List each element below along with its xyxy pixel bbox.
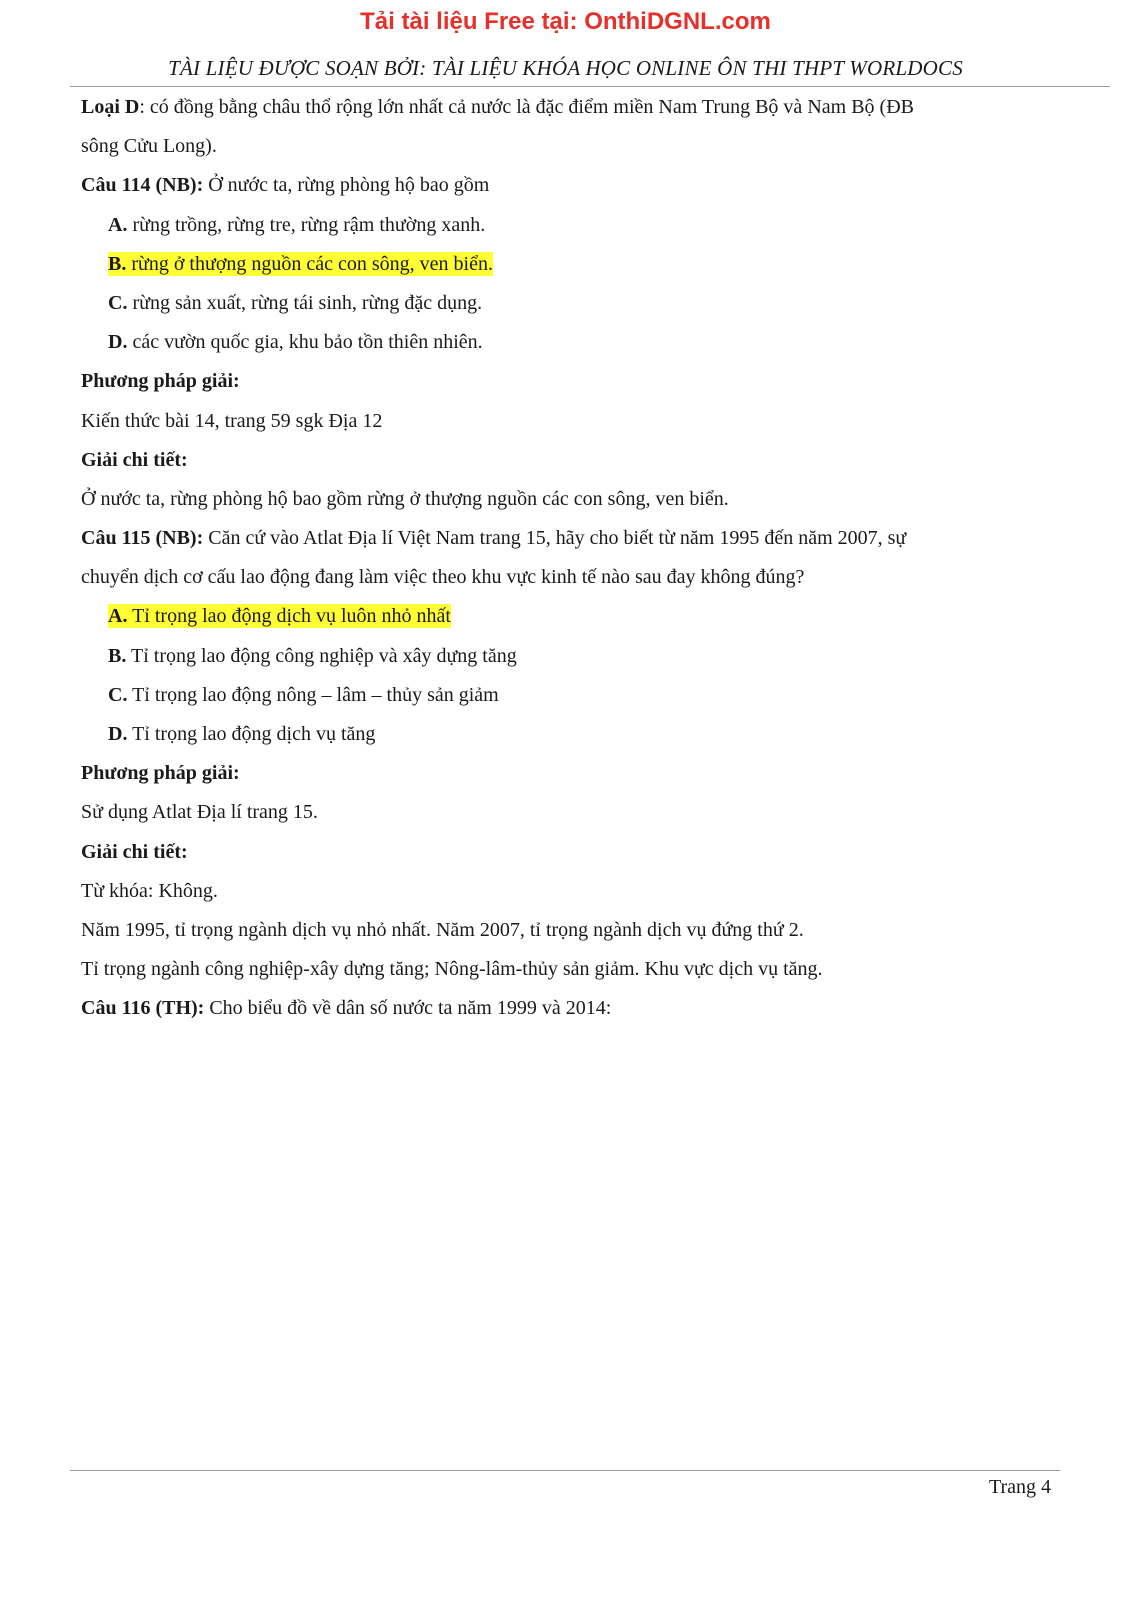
q114-method-heading xyxy=(81,362,1066,401)
option-letter: A. xyxy=(108,213,128,236)
question-116-label: Câu 116 (TH): xyxy=(81,997,205,1020)
option-text: rừng sản xuất, rừng tái sinh, rừng đặc dụng. xyxy=(127,291,483,314)
option-text: các vườn quốc gia, khu bảo tồn thiên nhiên. xyxy=(127,331,483,354)
q115-method-heading xyxy=(81,754,1066,793)
q114-option-b xyxy=(81,245,1066,284)
question-114-text: Ở nước ta, rừng phòng hộ bao gồm xyxy=(203,174,490,197)
q115-detail-line-1: Từ khóa: Không. xyxy=(81,879,218,902)
question-114 xyxy=(81,166,1066,205)
q115-method-text: Sử dụng Atlat Địa lí trang 15. xyxy=(81,801,318,824)
question-114-label: Câu 114 (NB): xyxy=(81,174,204,197)
question-115-text: Căn cứ vào Atlat Địa lí Việt Nam trang 15, hãy cho biết từ năm 1995 đến năm 2007, sự xyxy=(203,527,907,550)
option-text: Tỉ trọng lao động nông – lâm – thủy sản giảm xyxy=(127,683,499,706)
option-text: Tỉ trọng lao động dịch vụ luôn nhỏ nhất xyxy=(127,605,451,628)
intro-line-2 xyxy=(81,127,1066,166)
header-divider xyxy=(70,86,1110,87)
question-116-text: Cho biểu đồ về dân số nước ta năm 1999 và 2014: xyxy=(204,997,612,1020)
q115-detail-line-3: Tỉ trọng ngành công nghiệp-xây dựng tăng; Nông-lâm-thủy sản giảm. Khu vực dịch vụ tăng. xyxy=(81,958,823,981)
question-115-line-2: chuyển dịch cơ cấu lao động đang làm việc theo khu vực kinh tế nào sau đay không đúng? xyxy=(81,566,805,589)
intro-text-continued: sông Cửu Long). xyxy=(81,135,217,158)
highlighted-answer xyxy=(108,252,493,276)
intro-line-1 xyxy=(81,88,1066,127)
question-116 xyxy=(81,989,1066,1028)
q114-detail-heading xyxy=(81,441,1066,480)
option-text: Tỉ trọng lao động dịch vụ tăng xyxy=(127,723,376,745)
footer-divider xyxy=(70,1470,1060,1471)
option-text: Tỉ trọng lao động công nghiệp và xây dựng tăng xyxy=(126,644,517,667)
q115-detail-line-2: Năm 1995, tỉ trọng ngành dịch vụ nhỏ nhất. Năm 2007, tỉ trọng ngành dịch vụ đứng thứ 2. xyxy=(81,918,804,941)
method-label: Phương pháp giải: xyxy=(81,370,240,393)
download-banner[interactable]: Tải tài liệu Free tại: OnthiDGNL.com xyxy=(360,8,771,35)
q114-option-d xyxy=(81,323,1066,362)
option-letter: A. xyxy=(108,605,128,628)
method-label: Phương pháp giải: xyxy=(81,762,240,785)
question-115-label: Câu 115 (NB): xyxy=(81,527,204,550)
option-letter: C. xyxy=(108,683,128,706)
q115-option-d xyxy=(81,715,1066,754)
q114-method-text: Kiến thức bài 14, trang 59 sgk Địa 12 xyxy=(81,409,383,432)
option-letter: B. xyxy=(108,644,127,667)
document-header: TÀI LIỆU ĐƯỢC SOẠN BỞI: TÀI LIỆU KHÓA HỌC ONLINE ÔN THI THPT WORLDOCS xyxy=(168,56,963,80)
option-text: rừng trồng, rừng tre, rừng rậm thường xanh. xyxy=(127,213,486,236)
question-115-line-1 xyxy=(81,519,1066,558)
page-number: Trang 4 xyxy=(988,1476,1051,1498)
option-letter: B. xyxy=(108,252,127,275)
option-letter: C. xyxy=(108,291,128,314)
q115-detail-heading xyxy=(81,833,1066,872)
highlighted-answer xyxy=(108,604,451,628)
q115-option-c xyxy=(81,676,1066,715)
q115-option-a xyxy=(81,597,1066,636)
option-text: rừng ở thượng nguồn các con sông, ven biển. xyxy=(126,252,493,275)
detail-label: Giải chi tiết: xyxy=(81,448,188,471)
option-letter: D. xyxy=(108,723,128,745)
page-content xyxy=(81,88,1066,1029)
q115-option-b xyxy=(81,637,1066,676)
q114-option-a xyxy=(81,206,1066,245)
intro-text: : có đồng bằng châu thổ rộng lớn nhất cả nước là đặc điểm miền Nam Trung Bộ và Nam Bộ (ĐB xyxy=(139,96,914,118)
option-letter: D. xyxy=(108,331,128,354)
q114-option-c xyxy=(81,284,1066,323)
q114-detail-text: Ở nước ta, rừng phòng hộ bao gồm rừng ở thượng nguồn các con sông, ven biển. xyxy=(81,487,729,510)
detail-label: Giải chi tiết: xyxy=(81,840,188,863)
intro-label: Loại D xyxy=(81,96,140,118)
